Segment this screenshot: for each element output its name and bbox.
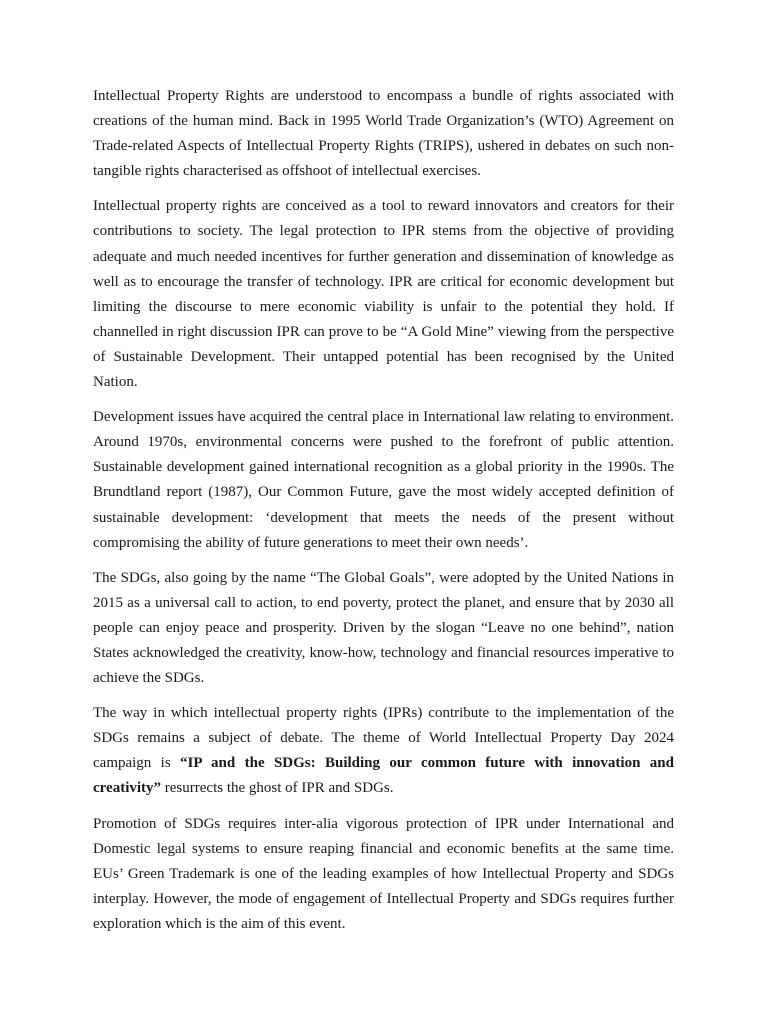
document-body [93, 84, 674, 947]
paragraph-sdgs: The SDGs, also going by the name “The Global Goals”, were adopted by the United Nations in 2015 as a universal call to action, to end poverty, protect the planet, and ensure that by 2030 all people can enjoy peace and prosperity. Driven by the slogan “Leave no one behind”, nation States acknowledged the creativity, know-how, technology and financial resources imperative to achieve the SDGs. [93, 569, 674, 687]
paragraph-ipr-intro: Intellectual Property Rights are understood to encompass a bundle of rights associated with creations of the human mind. Back in 1995 World Trade Organization’s (WTO) Agreement on Trade-related Aspects of Intellectual Property Rights (TRIPS), ushered in debates on such non-tangible rights characterised as offshoot of intellectual exercises. [93, 88, 674, 180]
paragraph-promotion-sdgs: Promotion of SDGs requires inter-alia vigorous protection of IPR under International and Domestic legal systems to ensure reaping financial and economic benefits at the same time. EUs’ Green Trademark is one of the leading examples of how Intellectual Property and SDGs interplay. However, the mode of engagement of Intellectual Property and SDGs requires further exploration which is the aim of this event. [93, 815, 674, 932]
paragraph-ipr-tool: Intellectual property rights are conceived as a tool to reward innovators and creators for their contributions to society. The legal protection to IPR stems from the objective of providing adequate and much needed incentives for further generation and dissemination of knowledge as well as to encourage the transfer of technology. IPR are critical for economic development but limiting the discourse to mere economic viability is unfair to the potential they hold. If channelled in right discussion IPR can prove to be “A Gold Mine” viewing from the perspective of Sustainable Development. Their untapped potential has been recognised by the United Nation. [93, 198, 674, 391]
wipo-day-theme: “IP and the SDGs: Building our common future with innovation and creativity” [93, 755, 674, 797]
paragraph-development-issues: Development issues have acquired the central place in International law relating to environment. Around 1970s, environmental concerns were pushed to the forefront of public attention. Sustainable development gained international recognition as a global priority in the 1990s. The Brundtland report (1987), Our Common Future, gave the most widely accepted definition of sustainable development: ‘development that meets the needs of the present without compromising the ability of future generations to meet their own needs’. [93, 409, 674, 551]
paragraph-text-before: The way in which intellectual property rights (IPRs) contribute to the implementation of the SDGs remains a subject of debate. The theme of World Intellectual Property Day 2024 campaign is [93, 705, 674, 772]
paragraph-ipr-sdgs-debate [93, 701, 674, 801]
paragraph-text-after: resurrects the ghost of IPR and SDGs. [161, 780, 394, 797]
